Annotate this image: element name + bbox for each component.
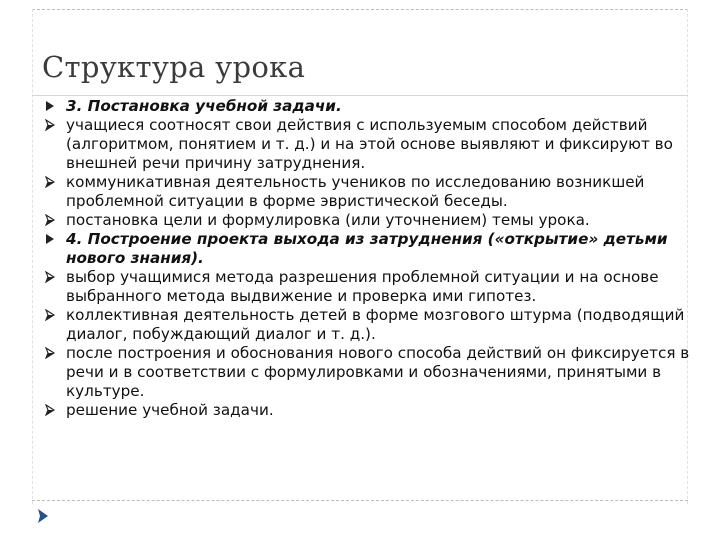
arrow-bullet-icon: [44, 347, 56, 359]
arrow-bullet-icon: [44, 176, 56, 188]
list-item: [44, 306, 694, 344]
section-heading: [44, 230, 694, 268]
bottom-border: [32, 500, 688, 501]
slide-title: Структура урока: [42, 50, 306, 84]
list-item: [44, 211, 694, 230]
list-item: [44, 268, 694, 306]
item-text: выбор учащимися метода разрешения проблемной ситуации и на основе выбранного метода выдвижение и проверка ими гипотез.: [66, 268, 659, 305]
top-border: [32, 9, 688, 10]
filled-triangle-bullet-icon: [44, 100, 56, 112]
arrow-bullet-icon: [44, 119, 56, 131]
arrow-bullet-icon: [44, 271, 56, 283]
arrow-bullet-icon: [44, 214, 56, 226]
section-heading: [44, 97, 694, 116]
arrow-bullet-icon: [44, 309, 56, 321]
left-border: [32, 9, 33, 504]
list-item: [44, 173, 694, 211]
item-text: решение учебной задачи.: [66, 401, 274, 419]
list-item: [44, 344, 694, 401]
item-text: 3. Постановка учебной задачи.: [66, 97, 342, 115]
arrow-bullet-icon: [44, 404, 56, 416]
filled-triangle-bullet-icon: [44, 233, 56, 245]
title-underline: [32, 95, 688, 96]
list-item: [44, 116, 694, 173]
item-text: учащиеся соотносят свои действия с используемым способом действий (алгоритмом, понятием и т. д.) и на этой основе выявляют и фиксируют во внешней речи причину затруднения.: [66, 116, 673, 172]
item-text: коммуникативная деятельность учеников по исследованию возникшей проблемной ситуации в форме эвристической беседы.: [66, 173, 645, 210]
item-text: после построения и обоснования нового способа действий он фиксируется в речи и в соответствии с формулировками и обозначениями, принятыми в культуре.: [66, 344, 690, 400]
item-text: 4. Построение проекта выхода из затруднения («открытие» детьми нового знания).: [66, 230, 668, 267]
item-text: коллективная деятельность детей в форме мозгового штурма (подводящий диалог, побуждающий диалог и т. д.).: [66, 306, 685, 343]
bullet-list: [44, 97, 694, 420]
next-slide-arrow-icon[interactable]: [36, 508, 50, 524]
list-item: [44, 401, 694, 420]
item-text: постановка цели и формулировка (или уточнением) темы урока.: [66, 211, 590, 229]
